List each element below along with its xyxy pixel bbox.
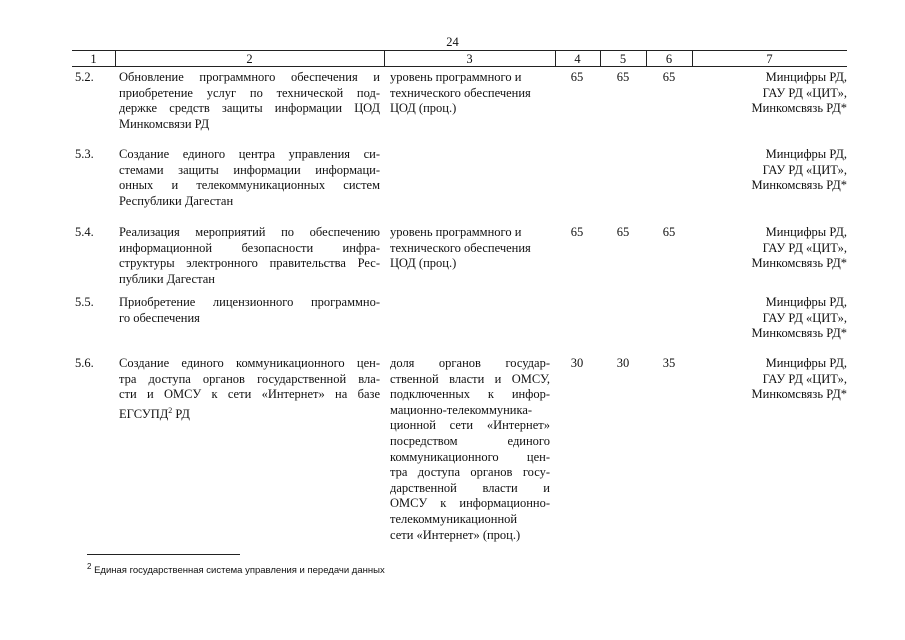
text-line: ционной сети «Интернет»: [390, 418, 550, 433]
table-top-rule: [72, 50, 847, 51]
row-name: [119, 225, 380, 287]
abbreviation-tail: РД: [172, 406, 190, 421]
footnote-mark: 2: [168, 405, 173, 415]
footnote: [87, 562, 385, 576]
row-indicator: [390, 356, 550, 543]
text-line: ГАУ РД «ЦИТ»,: [762, 371, 847, 386]
column-header: 4: [574, 52, 581, 66]
text-line: ГАУ РД «ЦИТ»,: [762, 85, 847, 100]
table-header-rule: [72, 66, 847, 67]
row-number: 5.5.: [75, 295, 94, 309]
footnote-mark: 2: [87, 562, 92, 571]
text-line: Минкомсвязь РД*: [751, 256, 847, 271]
value-col4: 65: [570, 70, 584, 84]
text-line: Приобретение лицензионного программно-: [119, 295, 380, 309]
text-line: Минкомсвязь РД*: [751, 101, 847, 116]
text-line: ОМСУ к информационно-: [390, 496, 550, 511]
column-header: 1: [90, 52, 97, 66]
text-line: Создание единого центра управления си-: [119, 147, 380, 161]
text-line: Минкомсвязь РД*: [751, 178, 847, 193]
footnote-rule: [87, 554, 240, 555]
row-indicator: [390, 70, 550, 117]
text-line: Минцифры РД,: [765, 147, 847, 161]
text-line: технического обеспечения: [390, 85, 531, 100]
column-header: 6: [665, 52, 673, 66]
row-name: [119, 295, 380, 326]
text-line: технического обеспечения: [390, 240, 531, 255]
row-executors: [700, 70, 847, 117]
row-executors: [700, 147, 847, 194]
text-line: доля органов государ-: [390, 356, 550, 370]
text-line: Минкомсвязи РД: [119, 116, 210, 131]
text-line: ЦОД (проц.): [390, 256, 457, 271]
text-line: Минцифры РД,: [765, 356, 847, 370]
row-executors: [700, 225, 847, 272]
text-line: Реализация мероприятий по обеспечению: [119, 225, 380, 239]
text-line: ГАУ РД «ЦИТ»,: [762, 310, 847, 325]
page-number: 24: [446, 35, 459, 49]
text-line: ГАУ РД «ЦИТ»,: [762, 240, 847, 255]
row-number: 5.3.: [75, 147, 94, 161]
row-name: [119, 147, 380, 209]
value-col4: 30: [570, 356, 584, 370]
text-line: [119, 403, 380, 423]
column-header: 3: [466, 52, 473, 66]
text-line: публики Дагестан: [119, 271, 215, 286]
text-line: структуры электронного правительства Рес-: [119, 256, 380, 271]
row-number: 5.2.: [75, 70, 94, 84]
value-col4: 65: [570, 225, 584, 239]
row-indicator: [390, 225, 550, 272]
text-line: Минкомсвязь РД*: [751, 387, 847, 402]
text-line: приобретение услуг по технической под-: [119, 85, 380, 100]
text-line: сти и ОМСУ к сети «Интернет» на базе: [119, 387, 380, 402]
text-line: Минкомсвязь РД*: [751, 326, 847, 341]
text-line: Минцифры РД,: [765, 295, 847, 309]
value-col6: 65: [662, 225, 676, 239]
text-line: подключенных к инфор-: [390, 387, 550, 402]
text-line: тра доступа органов госу-: [390, 465, 550, 480]
text-line: тра доступа органов государственной вла-: [119, 371, 380, 386]
text-line: ГАУ РД «ЦИТ»,: [762, 162, 847, 177]
text-line: Обновление программного обеспечения и: [119, 70, 380, 84]
text-line: дарственной власти и: [390, 480, 550, 495]
text-line: держке средств защиты информации ЦОД: [119, 101, 380, 116]
text-line: уровень программного и: [390, 225, 522, 239]
text-line: Минцифры РД,: [765, 225, 847, 239]
abbreviation: ЕГСУПД: [119, 406, 169, 421]
text-line: информационной безопасности инфра-: [119, 240, 380, 255]
row-number: 5.4.: [75, 225, 94, 239]
value-col6: 65: [662, 70, 676, 84]
text-line: Республики Дагестан: [119, 193, 234, 208]
column-header: 5: [619, 52, 627, 66]
column-header: 7: [766, 52, 773, 66]
text-line: го обеспечения: [119, 310, 200, 325]
row-executors: [700, 295, 847, 342]
text-line: ЦОД (проц.): [390, 101, 457, 116]
text-line: ственной власти и ОМСУ,: [390, 371, 550, 386]
row-name: [119, 70, 380, 132]
text-line: уровень программного и: [390, 70, 522, 84]
row-name: [119, 356, 380, 423]
text-line: стемами защиты информации информаци-: [119, 162, 380, 177]
value-col5: 65: [616, 225, 630, 239]
text-line: телекоммуникационной: [390, 511, 518, 526]
text-line: коммуникационного цен-: [390, 449, 550, 464]
column-header: 2: [246, 52, 253, 66]
text-line: мационно-телекоммуника-: [390, 402, 533, 417]
value-col6: 35: [662, 356, 676, 370]
text-line: сети «Интернет» (проц.): [390, 527, 521, 542]
row-executors: [700, 356, 847, 403]
text-line: онных и телекоммуникационных систем: [119, 178, 380, 193]
text-line: посредством единого: [390, 433, 550, 448]
text-line: Создание единого коммуникационного цен-: [119, 356, 380, 370]
row-number: 5.6.: [75, 356, 94, 370]
footnote-text: Единая государственная система управления и передачи данных: [91, 565, 385, 577]
text-line: Минцифры РД,: [765, 70, 847, 84]
value-col5: 65: [616, 70, 630, 84]
value-col5: 30: [616, 356, 630, 370]
